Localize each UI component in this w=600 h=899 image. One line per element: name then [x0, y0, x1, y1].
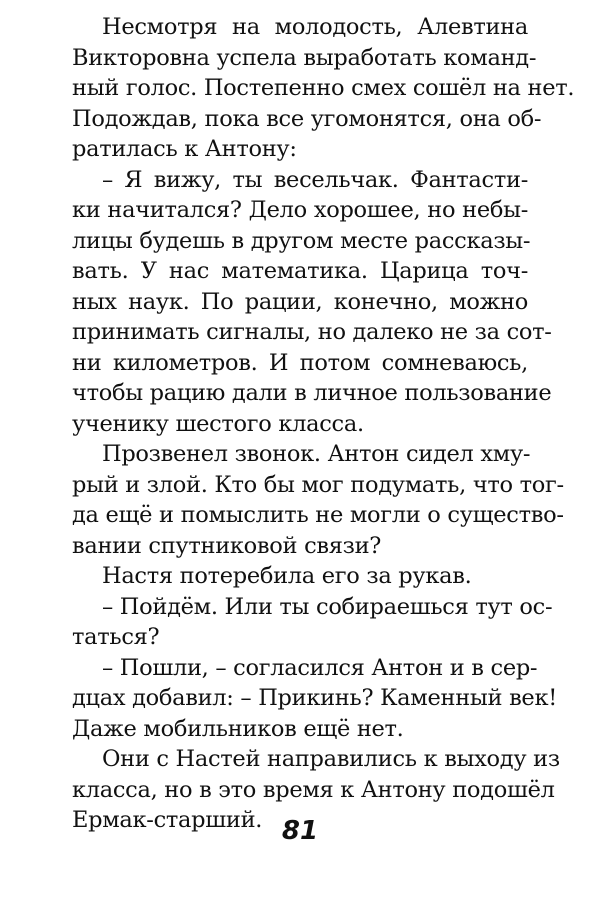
text-line: Несмотря на молодость, Алевтина — [102, 14, 528, 40]
text-line: класса, но в это время к Антону подошёл — [72, 776, 555, 803]
text-line: Викторовна успела выработать команд- — [72, 44, 537, 71]
text-line: рый и злой. Кто бы мог подумать, что тог- — [72, 471, 564, 498]
text-line: Они с Настей направились к выходу из — [102, 746, 560, 772]
text-line: дцах добавил: – Прикинь? Каменный век! — [72, 685, 557, 711]
text-line: ных наук. По рации, конечно, можно — [72, 288, 528, 315]
text-line: Ермак-старший. — [72, 807, 263, 833]
text-line: ратилась к Антону: — [72, 136, 297, 162]
text-line: да ещё и помыслить не могли о существо- — [72, 502, 564, 528]
text-line: – Я вижу, ты весельчак. Фантасти- — [102, 166, 528, 193]
text-line: ни километров. И потом сомневаюсь, — [72, 349, 528, 376]
text-line: Настя потеребила его за рукав. — [102, 563, 472, 589]
text-line: Прозвенел звонок. Антон сидел хму- — [102, 441, 531, 467]
text-body — [72, 12, 575, 836]
text-line: чтобы рацию дали в личное пользование — [72, 380, 552, 406]
page-number: 81 — [281, 816, 319, 846]
text-line: Даже мобильников ещё нет. — [72, 715, 404, 742]
text-line: Подождав, пока все угомонятся, она об- — [72, 105, 542, 132]
text-line: таться? — [72, 624, 160, 650]
text-line: – Пойдём. Или ты собираешься тут ос- — [102, 593, 553, 620]
text-line: лицы будешь в другом месте рассказы- — [72, 227, 531, 254]
text-line: принимать сигналы, но далеко не за сот- — [72, 319, 552, 345]
text-line: ученику шестого класса. — [72, 410, 364, 437]
text-line: вании спутниковой связи? — [72, 532, 382, 559]
text-line: – Пошли, – согласился Антон и в сер- — [102, 654, 538, 681]
text-line: вать. У нас математика. Царица точ- — [72, 258, 528, 284]
text-line: ки начитался? Дело хорошее, но небы- — [72, 197, 528, 223]
text-line: ный голос. Постепенно смех сошёл на нет. — [72, 75, 575, 101]
